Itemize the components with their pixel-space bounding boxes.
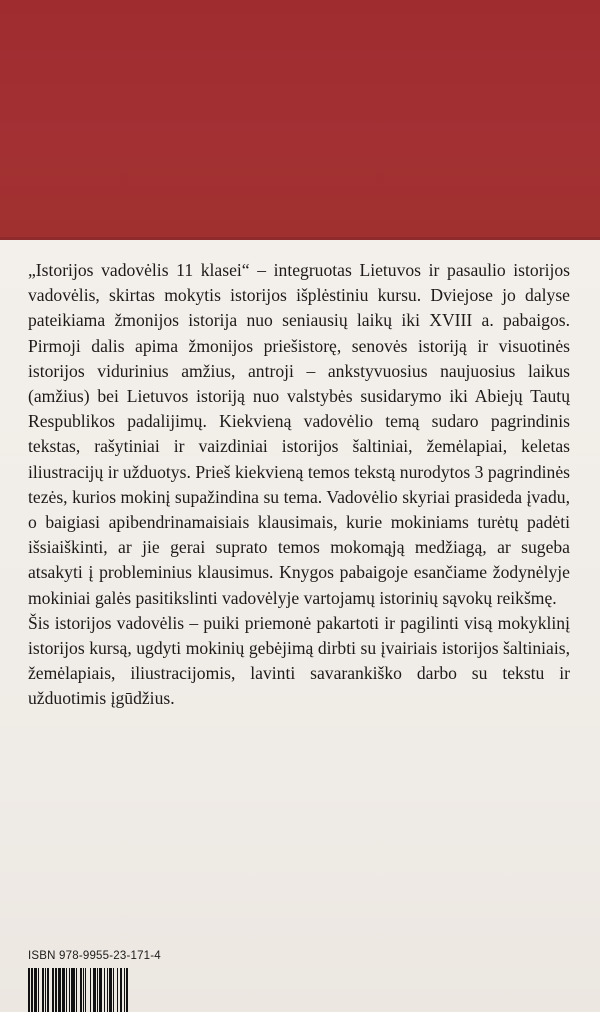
red-cover-band	[0, 0, 600, 240]
description-paragraph-1: „Istorijos vadovėlis 11 klasei“ – integruotas Lietuvos ir pasaulio istorijos vadovėlis, skirtas mokytis istorijos išplėstiniu kursu. Dviejose jo dalyse pateikiama žmonijos istorija nuo seniausių laikų iki XVIII a. pabaigos. Pirmoji dalis apima žmonijos priešistorę, senovės istoriją ir visuotinės istorijos vidurinius amžius, antroji – ankstyvuosius naujuosius laikus (amžius) bei Lietuvos istoriją nuo valstybės susidarymo iki Abiejų Tautų Respublikos padalijimų. Kiekvieną vadovėlio temą sudaro pagrindinis tekstas, rašytiniai ir vaizdiniai istorijos šaltiniai, žemėlapiai, keletas iliustracijų ir užduotys. Prieš kiekvieną temos tekstą nurodytos 3 pagrindinės tezės, kurios mokinį supažindina su tema. Vadovėlio skyriai prasideda įvadu, o baigiasi apibendrinamaisiais klausimais, kurie mokiniams turėtų padėti išsiaiškinti, ar jie gerai suprato temos mokomąją medžiagą, ar sugeba atsakyti į probleminius klausimus. Knygos pabaigoje esančiame žodynėlyje mokiniai galės pasitikslinti vadovėlyje vartojamų istorinių sąvokų reikšmę.	[28, 260, 570, 608]
description-paragraph-2: Šis istorijos vadovėlis – puiki priemonė pakartoti ir pagilinti visą mokyklinį istorijos kursą, ugdyti mokinių gebėjimą dirbti su įvairiais istorijos šaltiniais, žemėlapiais, iliustracijomis, lavinti savarankiško darbo su tekstu ir užduotimis įgūdžius.	[28, 612, 570, 709]
isbn-number: ISBN 978-9955-23-171-4	[28, 950, 161, 962]
barcode-space	[128, 968, 130, 1012]
barcode	[28, 968, 166, 1012]
book-description	[28, 258, 570, 712]
